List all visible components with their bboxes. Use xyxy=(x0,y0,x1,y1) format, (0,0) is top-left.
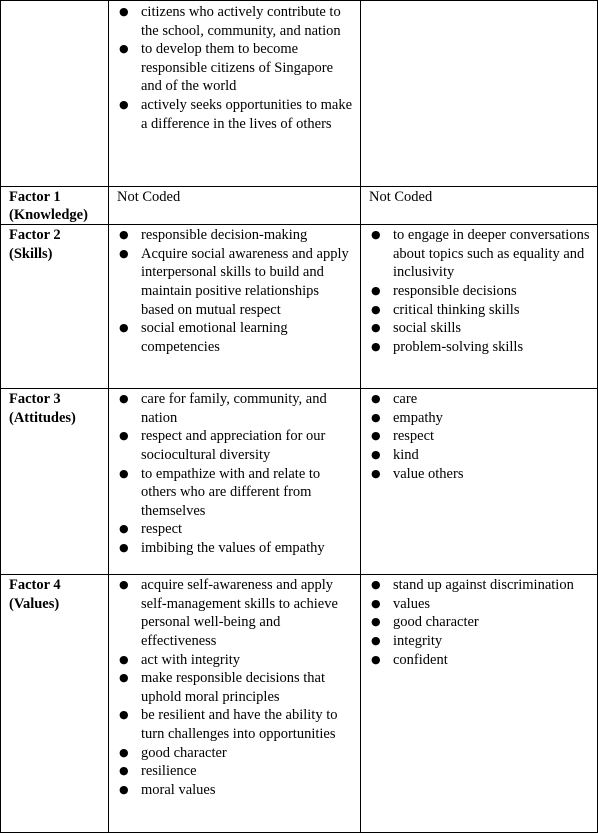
list-item: ● actively seeks opportunities to make a difference in the lives of others xyxy=(117,96,354,133)
list-item: ● Acquire social awareness and apply interpersonal skills to build and maintain positive relationships based on mutual respect xyxy=(117,245,354,319)
factor-name: Factor 3 xyxy=(9,391,61,408)
list-item: ● good character xyxy=(117,744,354,763)
list-item: ● good character xyxy=(369,613,591,632)
school-statements-cell xyxy=(109,1,361,187)
factor-label-cell xyxy=(1,187,109,225)
bullet-list xyxy=(369,390,591,483)
student-statements-cell xyxy=(361,389,598,575)
list-item: ● critical thinking skills xyxy=(369,301,591,320)
not-coded-text: Not Coded xyxy=(117,189,181,205)
list-item: ● integrity xyxy=(369,632,591,651)
factor-label-cell xyxy=(1,225,109,389)
factor-category: (Skills) xyxy=(9,245,53,262)
list-item: ● moral values xyxy=(117,781,354,800)
factor-category: (Attitudes) xyxy=(9,409,76,426)
school-statements-cell xyxy=(109,575,361,833)
list-item: ● imbibing the values of empathy xyxy=(117,539,354,558)
list-item: ● values xyxy=(369,595,591,614)
list-item: ● acquire self-awareness and apply self-management skills to achieve personal well-being and effectiveness xyxy=(117,576,354,650)
factor-category: (Knowledge) xyxy=(9,206,88,223)
list-item: ● respect xyxy=(369,427,591,446)
list-item: ● resilience xyxy=(117,762,354,781)
bullet-list xyxy=(117,576,354,799)
list-item: ● kind xyxy=(369,446,591,465)
bullet-list xyxy=(117,390,354,557)
bullet-list xyxy=(117,226,354,356)
list-item: ● care for family, community, and nation xyxy=(117,390,354,427)
list-item: ● respect xyxy=(117,520,354,539)
school-statements-cell xyxy=(109,389,361,575)
factor-label-cell xyxy=(1,389,109,575)
list-item: ● social emotional learning competencies xyxy=(117,319,354,356)
table-row-continued xyxy=(1,1,598,187)
student-statements-cell xyxy=(361,187,598,225)
factor-name: Factor 1 xyxy=(9,189,61,205)
list-item: ● social skills xyxy=(369,319,591,338)
list-item: ● responsible decision-making xyxy=(117,226,354,245)
list-item: ● value others xyxy=(369,465,591,484)
list-item: ● be resilient and have the ability to turn challenges into opportunities xyxy=(117,706,354,743)
table-row-factor-2 xyxy=(1,225,598,389)
factor-cell xyxy=(1,1,109,187)
list-item: ● to develop them to become responsible citizens of Singapore and of the world xyxy=(117,40,354,96)
bullet-list xyxy=(369,576,591,669)
table-row-factor-3 xyxy=(1,389,598,575)
not-coded-text: Not Coded xyxy=(369,189,433,205)
student-statements-cell xyxy=(361,1,598,187)
bullet-list xyxy=(117,3,354,133)
bullet-list xyxy=(369,226,591,356)
list-item: ● empathy xyxy=(369,409,591,428)
list-item: ● make responsible decisions that uphold moral principles xyxy=(117,669,354,706)
list-item: ● confident xyxy=(369,651,591,670)
list-item: ● to empathize with and relate to others who are different from themselves xyxy=(117,465,354,521)
list-item: ● act with integrity xyxy=(117,651,354,670)
factor-name: Factor 4 xyxy=(9,577,61,594)
list-item: ● care xyxy=(369,390,591,409)
school-statements-cell xyxy=(109,225,361,389)
table-row-factor-4 xyxy=(1,575,598,833)
school-statements-cell xyxy=(109,187,361,225)
student-statements-cell xyxy=(361,575,598,833)
list-item: ● problem-solving skills xyxy=(369,338,591,357)
list-item: ● citizens who actively contribute to the school, community, and nation xyxy=(117,3,354,40)
factor-category: (Values) xyxy=(9,595,60,612)
student-statements-cell xyxy=(361,225,598,389)
list-item: ● stand up against discrimination xyxy=(369,576,591,595)
list-item: ● to engage in deeper conversations about topics such as equality and inclusivity xyxy=(369,226,591,282)
list-item: ● respect and appreciation for our sociocultural diversity xyxy=(117,427,354,464)
factor-name: Factor 2 xyxy=(9,227,61,244)
factor-label-cell xyxy=(1,575,109,833)
list-item: ● responsible decisions xyxy=(369,282,591,301)
table-row-factor-1 xyxy=(1,187,598,225)
